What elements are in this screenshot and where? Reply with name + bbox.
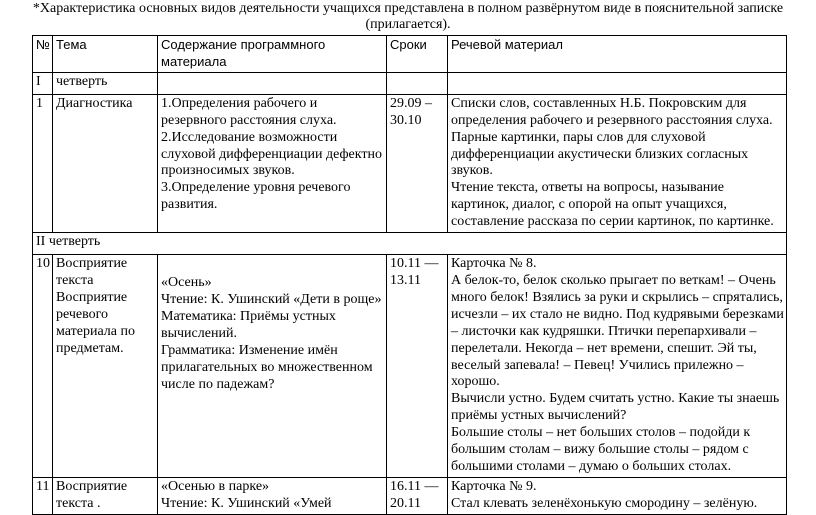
footnote-text: *Характеристика основных видов деятельности учащихся представлена в полном развёрнутом виде в пояснительной записке (прилагается). (32, 1, 784, 32)
quarter-number: I (33, 72, 53, 94)
topic-line: Восприятие (56, 256, 128, 272)
table-header-row (33, 36, 787, 73)
row-topic: Диагностика (53, 94, 158, 232)
table-row (33, 477, 787, 514)
table-row (33, 255, 787, 478)
topic-line: речевого (56, 306, 109, 322)
header-number: № (33, 36, 53, 73)
content-line: Грамматика: Изменение имён прилагательных во множественном числе по падежам? (161, 342, 373, 392)
content-line: Чтение: К. Ушинский «Дети в роще» (161, 291, 382, 307)
quarter-row (33, 233, 787, 255)
header-content: Содержание программного материала (158, 36, 387, 73)
speech-line: Большие столы – нет больших столов – подойди к большим столам – вижу большие столы – рядом с большими столами – думаю о больших столах. (451, 425, 751, 474)
row-content (158, 255, 387, 478)
content-line: Математика: Приёмы устных вычислений. (161, 308, 336, 341)
quarter-label: II четверть (33, 233, 787, 255)
speech-line: А белок-то, белок сколько прыгает по веткам! – Очень много белок! Взялись за руки и скрылись – спрятались, исчезли – их стало не видно. Под кудрявыми березками – листочки как кудряшки. Птички перепархивали – перелетали. Некогда – нет времени, спешит. Эй ты, веселый запевала! – Певец! Учились прилежно – хорошо. (451, 272, 784, 390)
quarter-label: четверть (53, 72, 158, 94)
speech-line: Вычисли устно. Будем считать устно. Какие ты знаешь приёмы устных вычислений? (451, 391, 780, 424)
row-dates: 29.09 – 30.10 (387, 94, 448, 232)
lesson-plan-table (32, 35, 787, 515)
header-dates: Сроки (387, 36, 448, 73)
row-number: 1 (33, 94, 53, 232)
row-dates: 16.11 — 20.11 (387, 477, 448, 514)
speech-line: Карточка № 8. (451, 256, 537, 272)
quarter-row (33, 72, 787, 94)
row-dates: 10.11 — 13.11 (387, 255, 448, 478)
content-line: Чтение: К. Ушинский «Умей (161, 495, 332, 511)
row-number: 10 (33, 255, 53, 478)
speech-line: Списки слов, составленных Н.Б. Покровским для определения рабочего и резервного расстояния слуха. (451, 95, 773, 128)
header-topic: Тема (53, 36, 158, 73)
row-content (158, 477, 387, 514)
speech-line: Чтение текста, ответы на вопросы, называние картинок, диалог, с опорой на опыт учащихся, составление рассказа по серии картинок, по картинке. (451, 180, 774, 230)
row-topic (53, 255, 158, 478)
table-row (33, 94, 787, 232)
content-line: «Осень» (161, 275, 212, 291)
row-content (158, 94, 387, 232)
content-line: 1.Определения рабочего и резервного расстояния слуха. (161, 95, 337, 128)
content-line: «Осенью в парке» (161, 478, 270, 494)
content-line: 3.Определение уровня речевого развития. (161, 180, 351, 213)
row-number: 11 (33, 477, 53, 514)
speech-line: Карточка № 9. (451, 478, 537, 494)
row-speech (448, 255, 787, 478)
content-line: 2.Исследование возможности слуховой дифференциации дефектно произносимых звуков. (161, 129, 382, 179)
header-speech: Речевой материал (448, 36, 787, 73)
speech-line: Парные картинки, пары слов для слуховой дифференциации акустически близких согласных звуков. (451, 129, 749, 179)
topic-line: Восприятие (56, 478, 128, 494)
speech-line: Стал клевать зеленёхонькую смородину – зелёную. (451, 495, 758, 511)
topic-line: Восприятие (56, 289, 128, 305)
row-topic (53, 477, 158, 514)
row-speech (448, 477, 787, 514)
row-speech (448, 94, 787, 232)
topic-line: текста . (56, 495, 101, 511)
topic-line: текста (56, 272, 94, 288)
topic-line: предметам. (56, 340, 124, 356)
topic-line: материала по (56, 323, 135, 339)
